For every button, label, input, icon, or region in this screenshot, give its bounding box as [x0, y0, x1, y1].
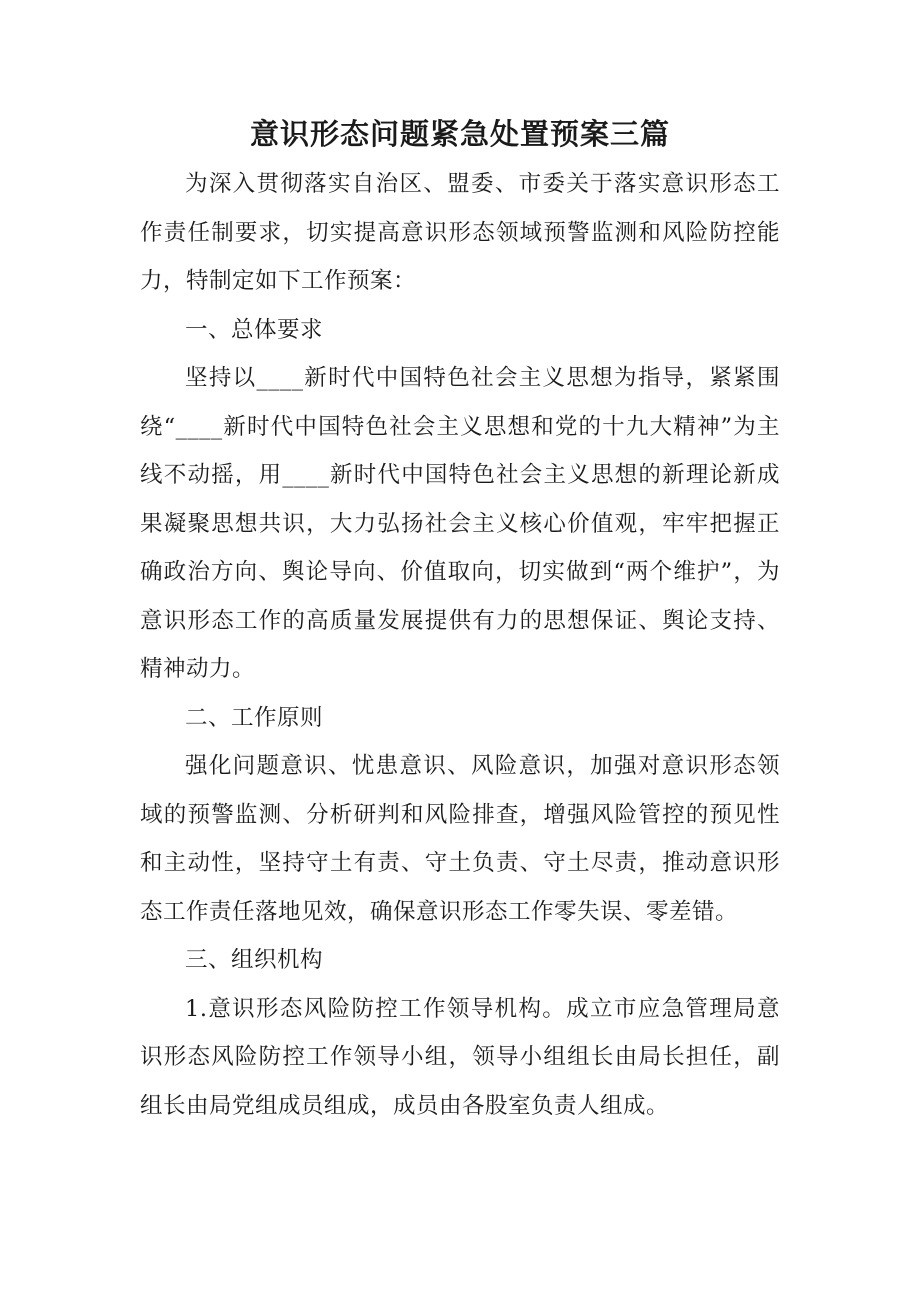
- paragraph-working-principles: 强化问题意识、忧患意识、风险意识，加强对意识形态领域的预警监测、分析研判和风险排查，增强风险管控的预见性和主动性，坚持守土有责、守土负责、守土尽责，推动意识形态工作责任落地见效，确保意识形态工作零失误、零差错。: [140, 753, 780, 925]
- section-heading-working-principles: 二、工作原则: [185, 704, 324, 731]
- document-page: [140, 108, 780, 1130]
- section-heading-organization: 三、组织机构: [185, 947, 324, 973]
- paragraph-intro: 为深入贯彻落实自治区、盟委、市委关于落实意识形态工作责任制要求，切实提高意识形态领域预警监测和风险防控能力，特制定如下工作预案：: [140, 171, 780, 294]
- paragraph-general-requirements: 坚持以____新时代中国特色社会主义思想为指导，紧紧围绕“____新时代中国特色社会主义思想和党的十九大精神”为主线不动摇，用____新时代中国特色社会主义思想的新理论新成果凝聚思想共识，大力弘扬社会主义核心价值观，牢牢把握正确政治方向、舆论导向、价值取向，切实做到“两个维护”，为意识形态工作的高质量发展提供有力的思想保证、舆论支持、精神动力。: [140, 365, 780, 682]
- section-heading-general-requirements: 一、总体要求: [185, 316, 324, 343]
- paragraph-organization-leadership: 1.意识形态风险防控工作领导机构。成立市应急管理局意识形态风险防控工作领导小组，领导小组组长由局长担任，副组长由局党组成员组成，成员由各股室负责人组成。: [140, 995, 780, 1119]
- document-title: 意识形态问题紧急处置预案三篇: [249, 117, 670, 151]
